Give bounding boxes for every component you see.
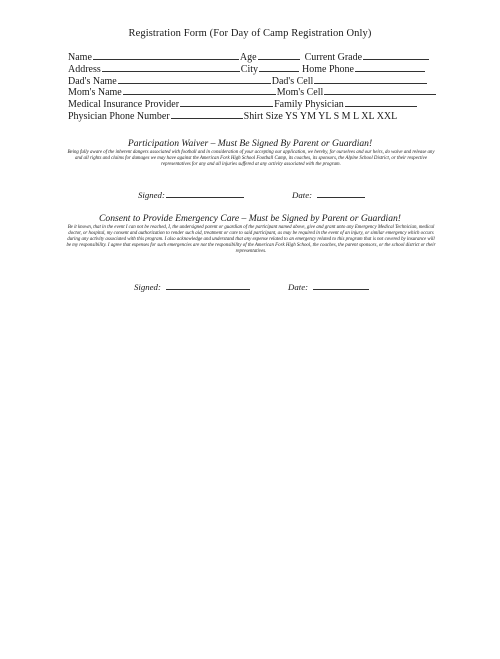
waiver-date-label: Date:: [292, 190, 313, 200]
family-physician-label: Family Physician: [274, 99, 344, 111]
name-field[interactable]: [93, 52, 239, 60]
age-label: Age: [239, 52, 257, 63]
dads-cell-label: Dad's Cell: [271, 75, 314, 87]
city-field[interactable]: [259, 64, 299, 72]
field-row: [68, 76, 440, 88]
registration-fields: [68, 52, 440, 123]
medical-insurance-label: Medical Insurance Provider: [68, 99, 180, 111]
field-row: [68, 111, 440, 123]
moms-name-label: Mom's Name: [68, 87, 122, 99]
waiver-signature: [138, 190, 245, 200]
consent-signature-field[interactable]: [166, 283, 250, 290]
moms-cell-field[interactable]: [324, 87, 436, 95]
home-phone-field[interactable]: [355, 64, 425, 72]
field-row: [68, 64, 440, 76]
current-grade-field[interactable]: [363, 52, 429, 60]
dads-name-label: Dad's Name: [68, 75, 117, 87]
current-grade-label: Current Grade: [304, 52, 363, 63]
consent-date: [288, 282, 370, 292]
field-row: [68, 52, 440, 64]
shirt-size-options[interactable]: Shirt Size YS YM YL S M L XL XXL: [243, 110, 398, 122]
consent-signature: [134, 282, 251, 292]
consent-date-label: Date:: [288, 282, 309, 292]
form-title: Registration Form (For Day of Camp Registration Only): [128, 28, 372, 39]
waiver-text: Being fully aware of the inherent dangers associated with football and in consideration of your accepting our application, we hereby, for ourselves and our heirs, do waive and release any and all rights and claims for damages we may have against the American Fork High School Football Camp, its coaches, its sponsors, the Alpine School District, or their respective representatives for any and all injuries suffered at any activity associated with the program.: [67, 150, 435, 168]
physician-phone-field[interactable]: [171, 111, 243, 119]
city-label: City: [240, 63, 259, 75]
dads-name-field[interactable]: [118, 76, 271, 84]
waiver-heading: Participation Waiver – Must Be Signed By Parent or Guardian!: [127, 138, 373, 149]
family-physician-field[interactable]: [345, 99, 417, 107]
consent-text: Be it known, that in the event I can not be reached, I, the undersigned parent or guardian of the participant named above, give and grant unto any Emergency Medical Technician, medical doctor, or hospital, my consent and authorization to render such aid, treatment or care to said participant, as may be required in the event of an injury, or similar emergency which occurs during any activity associated with this program. I also acknowledge and understand that any expense related to an emergency related to this program that is not covered by insurance will be my responsibility. I agree that expenses for such emergencies are not the responsibility of the American Fork High School, the coaches, the parent sponsors, or the school district or their representatives.: [66, 225, 436, 255]
waiver-date-field[interactable]: [317, 191, 365, 198]
field-row: [68, 87, 440, 99]
waiver-signature-field[interactable]: [166, 191, 244, 198]
dads-cell-field[interactable]: [314, 76, 427, 84]
medical-insurance-field[interactable]: [180, 99, 273, 107]
waiver-signed-label: Signed:: [138, 190, 165, 200]
address-label: Address: [68, 63, 101, 75]
waiver-date: [292, 190, 366, 200]
physician-phone-label: Physician Phone Number: [68, 110, 170, 122]
home-phone-label: Home Phone: [302, 63, 354, 75]
moms-cell-label: Mom's Cell: [276, 87, 324, 99]
age-field[interactable]: [258, 52, 300, 60]
field-row: [68, 99, 440, 111]
consent-date-field[interactable]: [313, 283, 369, 290]
consent-heading: Consent to Provide Emergency Care – Must be Signed by Parent or Guardian!: [99, 213, 401, 224]
name-label: Name: [68, 52, 92, 63]
address-field[interactable]: [102, 64, 240, 72]
moms-name-field[interactable]: [123, 87, 276, 95]
consent-signed-label: Signed:: [134, 282, 161, 292]
